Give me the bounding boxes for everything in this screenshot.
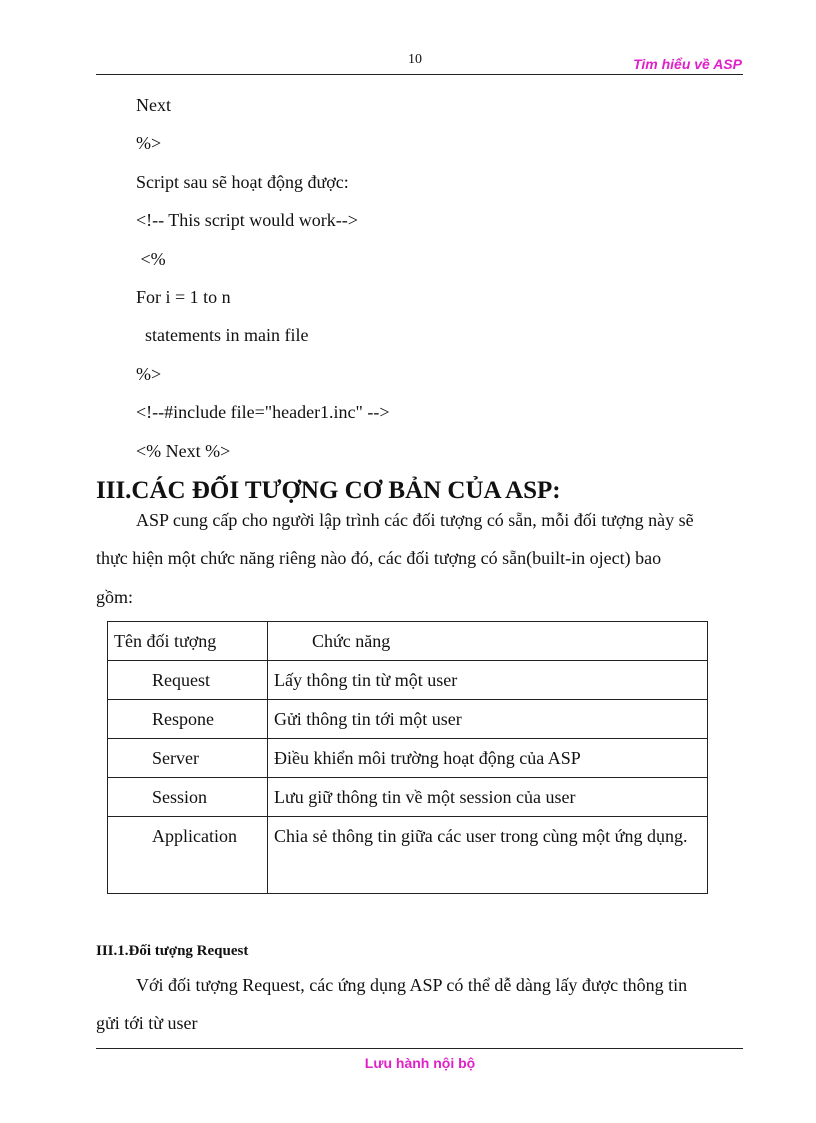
code-line: <!-- This script would work--> xyxy=(136,210,358,230)
header-rule xyxy=(96,74,743,75)
table-header-cell: Tên đối tượng xyxy=(108,622,268,661)
object-function: Chia sẻ thông tin giữa các user trong cùng một ứng dụng. xyxy=(274,826,688,846)
object-function: Gửi thông tin tới một user xyxy=(274,709,462,729)
objects-table xyxy=(107,621,708,894)
object-name: Server xyxy=(152,748,199,768)
section-heading: III.CÁC ĐỐI TƯỢNG CƠ BẢN CỦA ASP: xyxy=(96,477,561,504)
page-number: 10 xyxy=(408,52,422,67)
footer-rule xyxy=(96,1048,743,1049)
object-function: Lưu giữ thông tin về một session của user xyxy=(274,787,576,807)
code-line: <% xyxy=(136,249,166,269)
header-title: Tim hiểu về ASP xyxy=(633,56,742,72)
object-name: Request xyxy=(152,670,210,690)
code-line: <% Next %> xyxy=(136,441,231,461)
subsection-heading: III.1.Đối tượng Request xyxy=(96,943,249,959)
code-line: Next xyxy=(136,95,171,115)
footer-text: Lưu hành nội bộ xyxy=(364,1055,476,1071)
object-name: Application xyxy=(152,826,237,846)
code-line: statements in main file xyxy=(136,325,309,345)
intro-line: ASP cung cấp cho người lập trình các đối tượng có sẵn, mỗi đối tượng này sẽ xyxy=(136,510,694,530)
object-function: Lấy thông tin từ một user xyxy=(274,670,458,690)
code-line: %> xyxy=(136,133,162,153)
object-function: Điều khiển môi trường hoạt động của ASP xyxy=(274,748,581,768)
object-name: Respone xyxy=(152,709,214,729)
code-line: Script sau sẽ hoạt động được: xyxy=(136,172,349,192)
code-line: %> xyxy=(136,364,162,384)
body-line: gửi tới từ user xyxy=(96,1013,198,1033)
table-row xyxy=(108,817,708,894)
object-name: Session xyxy=(152,787,208,807)
code-line: For i = 1 to n xyxy=(136,287,231,307)
table-header-cell: Chức năng xyxy=(268,622,708,661)
code-line: <!--#include file="header1.inc" --> xyxy=(136,402,390,422)
body-line: Với đối tượng Request, các ứng dụng ASP có thể dễ dàng lấy được thông tin xyxy=(136,975,688,995)
intro-line: gồm: xyxy=(96,587,134,607)
intro-line: thực hiện một chức năng riêng nào đó, các đối tượng có sẵn(built-in oject) bao xyxy=(96,548,662,568)
